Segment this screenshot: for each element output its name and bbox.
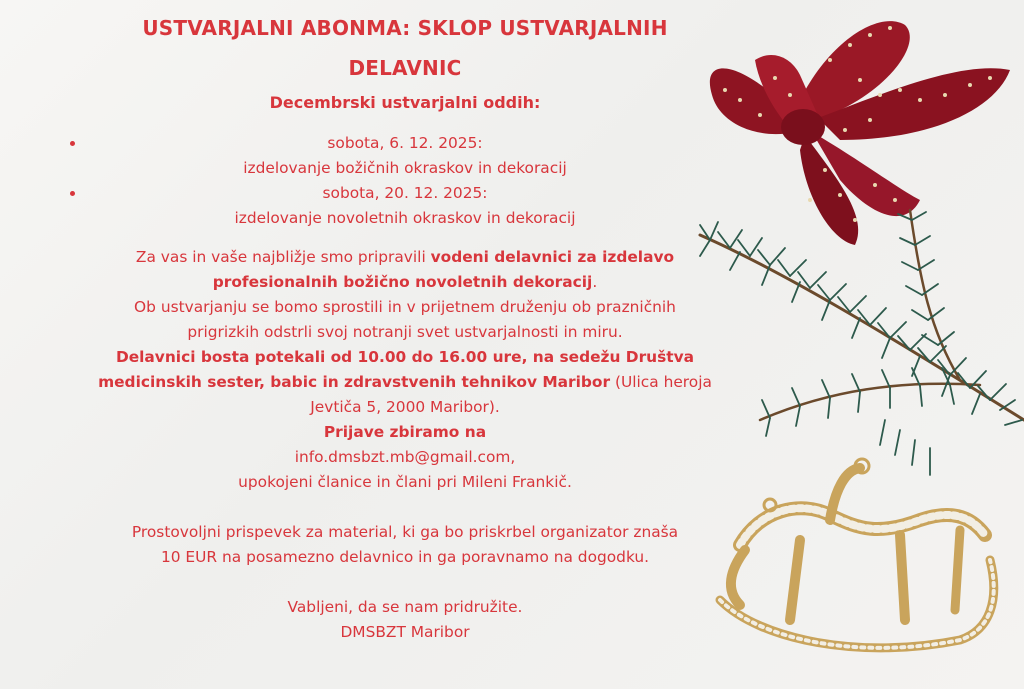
- intro-bold-1: vodeni delavnici za izdelavo: [430, 248, 675, 266]
- bullet-icon: [70, 141, 75, 146]
- event-date: sobota, 20. 12. 2025:: [322, 184, 488, 202]
- event-item: [60, 131, 750, 181]
- registration-heading: Prijave zbiramo na: [323, 423, 487, 441]
- intro-paragraph: [60, 245, 750, 495]
- title-line-1: USTVARJALNI ABONMA: SKLOP USTVARJALNIH: [142, 16, 668, 40]
- contribution-line-2: 10 EUR na posamezno delavnico in ga poravnamo na dogodku.: [160, 548, 650, 566]
- intro-text: Za vas in vaše najbližje smo pripravili: [135, 248, 431, 266]
- page-title: [60, 8, 750, 88]
- relax-line-1: Ob ustvarjanju se bomo sprostili in v prijetnem druženju ob prazničnih: [134, 298, 676, 316]
- relax-line-2: prigrizkih odstrli svoj notranji svet ustvarjalnosti in miru.: [187, 323, 623, 341]
- event-description: izdelovanje božičnih okraskov in dekoracij: [243, 159, 567, 177]
- venue-bold-1: Delavnici bosta potekali od 10.00 do 16.00 ure, na sedežu Društva: [115, 348, 695, 366]
- poster-text: [60, 8, 750, 645]
- venue-bold-2: medicinskih sester, babic in zdravstvenih tehnikov Maribor: [98, 373, 611, 391]
- venue-address-1: (Ulica heroja: [610, 373, 712, 391]
- event-item: [60, 181, 750, 231]
- contribution-paragraph: [60, 520, 750, 570]
- retired-note: upokojeni članice in člani pri Mileni Frankič.: [238, 473, 572, 491]
- intro-bold-2: profesionalnih božično novoletnih dekoracij: [212, 273, 593, 291]
- event-date: sobota, 6. 12. 2025:: [327, 134, 483, 152]
- closing-paragraph: [60, 595, 750, 645]
- bullet-icon: [70, 191, 75, 196]
- closing-text: Vabljeni, da se nam pridružite.: [287, 598, 523, 616]
- velvet-bow-icon: [710, 21, 1010, 245]
- intro-end: .: [592, 273, 598, 291]
- event-description: izdelovanje novoletnih okraskov in dekoracij: [234, 209, 576, 227]
- section-title: Decembrski ustvarjalni oddih:: [269, 93, 541, 112]
- rocking-horse-ornament-icon: [720, 459, 994, 648]
- venue-address-2: Jevtiča 5, 2000 Maribor).: [310, 398, 500, 416]
- contribution-line-1: Prostovoljni prispevek za material, ki ga bo priskrbel organizator znaša: [131, 523, 679, 541]
- registration-email: info.dmsbzt.mb@gmail.com,: [294, 448, 516, 466]
- signature: DMSBZT Maribor: [340, 623, 470, 641]
- title-line-2: DELAVNIC: [348, 56, 462, 80]
- event-list: [60, 131, 750, 231]
